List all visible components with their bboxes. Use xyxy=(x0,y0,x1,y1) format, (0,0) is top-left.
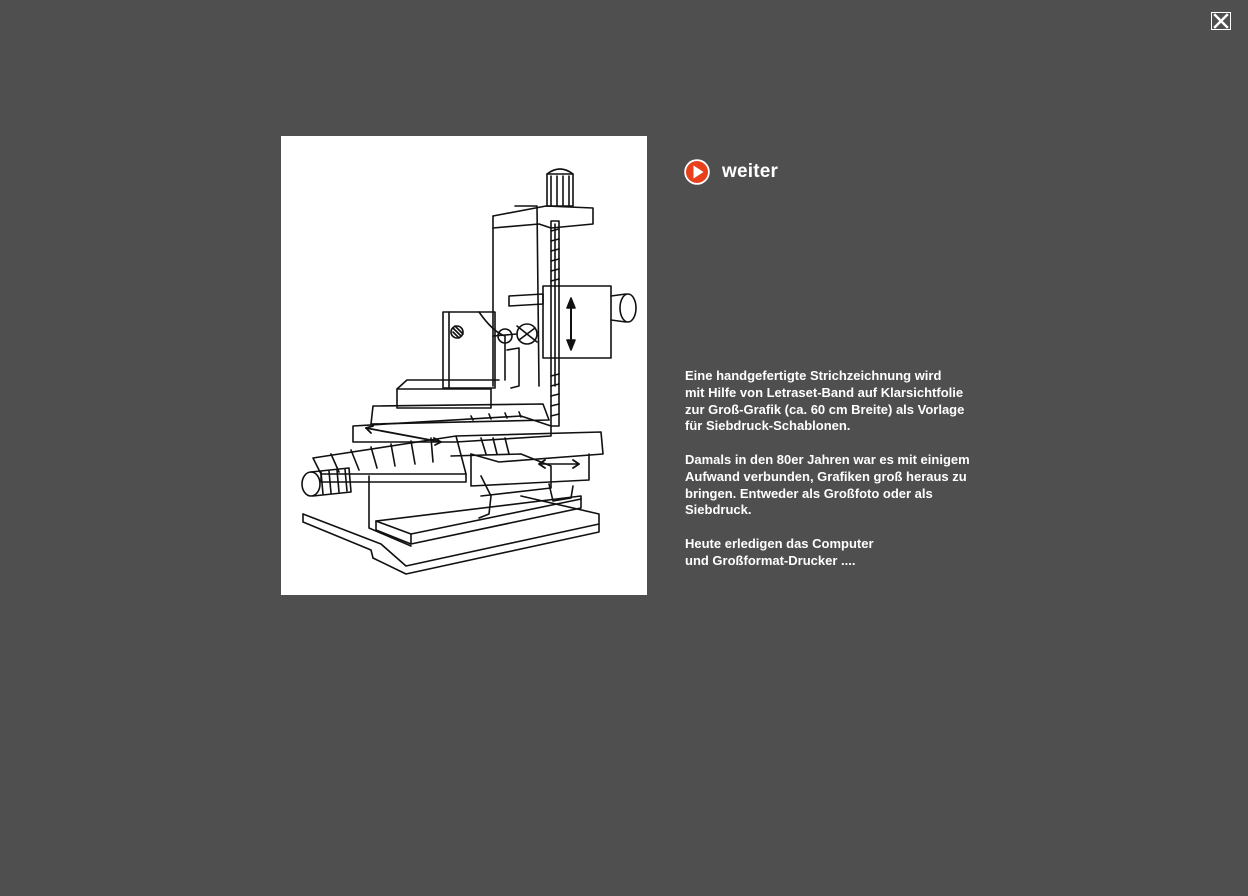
illustration-image xyxy=(281,136,647,595)
text-line: Aufwand verbunden, Grafiken groß heraus zu xyxy=(685,468,967,484)
text-line: für Siebdruck-Schablonen. xyxy=(685,418,851,434)
milling-machine-drawing xyxy=(281,136,647,595)
play-circle-icon xyxy=(683,158,711,186)
text-line: mit Hilfe von Letraset-Band auf Klarsichtfolie xyxy=(685,384,964,400)
close-icon xyxy=(1212,13,1230,29)
text-line: und Großformat-Drucker .... xyxy=(685,552,856,568)
next-label: weiter xyxy=(722,161,779,182)
text-line: Siebdruck. xyxy=(685,502,752,518)
text-line: Heute erledigen das Computer xyxy=(685,535,874,551)
description-paragraph xyxy=(685,536,1045,570)
text-line: Damals in den 80er Jahren war es mit einigem xyxy=(685,451,970,467)
text-line: bringen. Entweder als Großfoto oder als xyxy=(685,485,933,501)
text-line: Eine handgefertigte Strichzeichnung wird xyxy=(685,368,942,383)
description-paragraph xyxy=(685,368,1045,435)
description-paragraph xyxy=(685,452,1045,519)
description-text xyxy=(685,368,1045,586)
next-button[interactable] xyxy=(683,158,778,186)
close-button[interactable] xyxy=(1211,12,1231,30)
text-line: zur Groß-Grafik (ca. 60 cm Breite) als Vorlage xyxy=(685,401,965,417)
